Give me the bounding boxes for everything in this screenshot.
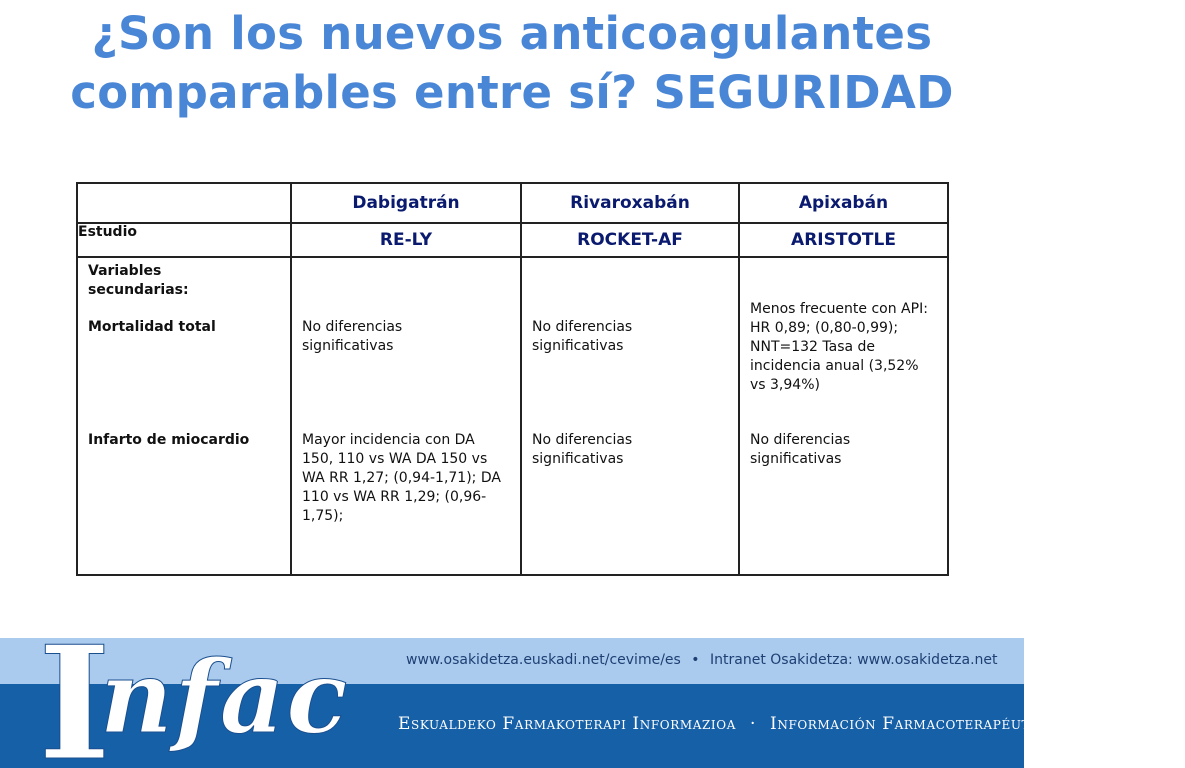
dabigatran-cell (291, 257, 521, 575)
comparison-table (76, 182, 949, 576)
col-header-dabigatran: Dabigatrán (291, 183, 521, 223)
slide-title (0, 4, 1024, 122)
cevime-link[interactable]: www.osakidetza.euskadi.net/cevime/es (406, 652, 681, 668)
empty-corner-cell (77, 183, 291, 223)
study-label: Estudio (77, 223, 291, 257)
apixaban-cell (739, 257, 948, 575)
study-rely: RE-LY (291, 223, 521, 257)
tagline-spanish: Información Farmacoterapéutica de la Comarca (770, 714, 1185, 734)
col-header-apixaban: Apixabán (739, 183, 948, 223)
infac-logo (30, 612, 360, 768)
study-aristotle: ARISTOTLE (739, 223, 948, 257)
study-rocket-af: ROCKET-AF (521, 223, 739, 257)
rivaroxaban-infarto: No diferencias significativas (532, 432, 633, 467)
link-separator: • (691, 652, 700, 668)
label-infarto: Infarto de miocardio (88, 432, 250, 448)
title-line-2: comparables entre sí? SEGURIDAD (70, 66, 954, 119)
tagline-basque: Eskualdeko Farmakoterapi Informazioa (398, 714, 736, 734)
svg-text:nfac: nfac (100, 638, 350, 756)
rivaroxaban-mortalidad: No diferencias significativas (532, 319, 633, 354)
title-line-1: ¿Son los nuevos anticoagulantes (91, 7, 933, 60)
svg-text:I: I (38, 612, 111, 768)
apixaban-mortalidad: Menos frecuente con API: HR 0,89; (0,80-0,99); NNT=132 Tasa de incidencia anual (3,52% vs 3,94%) (750, 301, 928, 393)
study-row (77, 223, 948, 257)
intranet-link[interactable]: Intranet Osakidetza: www.osakidetza.net (710, 652, 998, 668)
col-header-rivaroxaban: Rivaroxabán (521, 183, 739, 223)
tagline-separator: · (750, 714, 757, 734)
dabigatran-infarto: Mayor incidencia con DA 150, 110 vs WA DA 150 vs WA RR 1,27; (0,94-1,71); DA 110 vs WA RR 1,29; (0,96-1,75); (302, 432, 501, 524)
rivaroxaban-cell (521, 257, 739, 575)
footer-tagline (398, 714, 1185, 734)
apixaban-infarto: No diferencias significativas (750, 432, 851, 467)
label-mortalidad: Mortalidad total (88, 319, 216, 335)
row-labels-cell (77, 257, 291, 575)
table-header-row (77, 183, 948, 223)
secondary-variables-row (77, 257, 948, 575)
label-variables: Variables secundarias: (88, 263, 189, 298)
dabigatran-mortalidad: No diferencias significativas (302, 319, 403, 354)
